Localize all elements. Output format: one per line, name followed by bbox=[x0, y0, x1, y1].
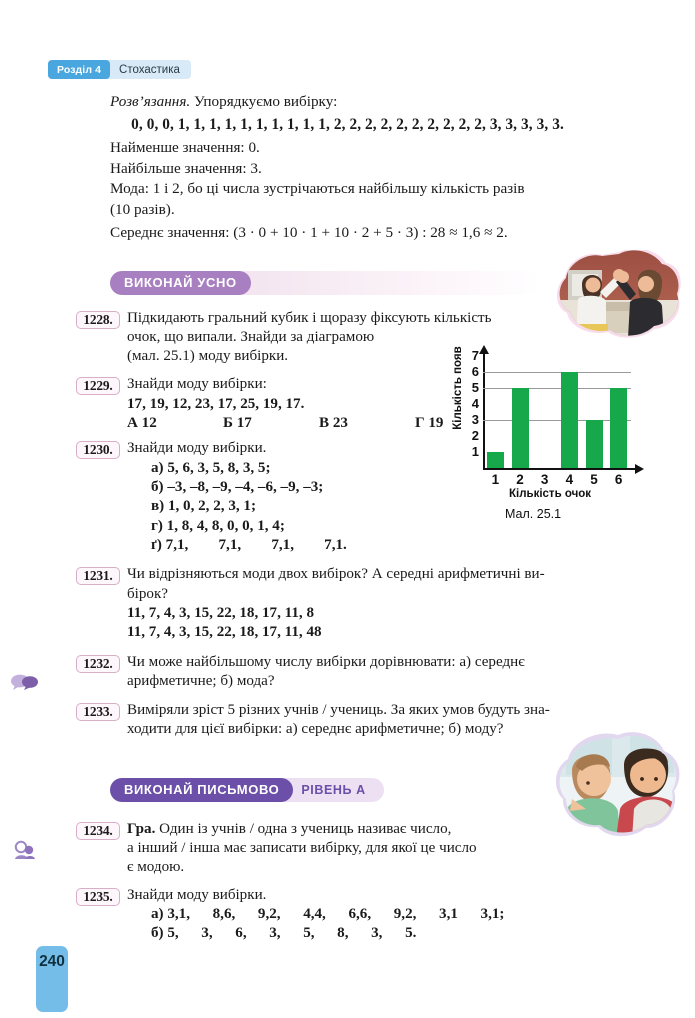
answer-option-a[interactable]: А 12 bbox=[127, 415, 157, 432]
exercise-number[interactable]: 1234. bbox=[76, 822, 120, 840]
exercise-item: ґ) 7,1, 7,1, 7,1, 7,1. bbox=[151, 536, 347, 553]
exercise-line: Чи може найбільшому числу вибірки дорівнювати: а) середнє bbox=[127, 653, 525, 670]
exercise-line: арифметичне; б) мода? bbox=[127, 672, 275, 689]
exercise-item: а) 5, 6, 3, 5, 8, 3, 5; bbox=[151, 459, 271, 476]
exercise-number[interactable]: 1229. bbox=[76, 377, 120, 395]
solution-line-mean: Середнє значення: (3 · 0 + 10 · 1 + 10 · 2 + 5 · 3) : 28 ≈ 1,6 ≈ 2. bbox=[110, 223, 508, 241]
chart-gridline bbox=[483, 388, 631, 389]
page-number: 240 bbox=[36, 946, 68, 1012]
chart-bar bbox=[610, 388, 627, 468]
exercise-item: а) 3,1, 8,6, 9,2, 4,4, 6,6, 9,2, 3,1 3,1; bbox=[151, 906, 505, 922]
exercise-item: б) –3, –8, –9, –4, –6, –9, –3; bbox=[151, 479, 324, 495]
answer-option-g[interactable]: Г 19 bbox=[415, 415, 444, 432]
chart-y-tick: 3 bbox=[471, 412, 479, 427]
exercise-lead-bold: Гра. bbox=[127, 820, 156, 837]
section-oral-label: ВИКОНАЙ УСНО bbox=[110, 271, 251, 295]
exercise-data: 17, 19, 12, 23, 17, 25, 19, 17. bbox=[127, 395, 305, 412]
ordered-sample: 0, 0, 0, 1, 1, 1, 1, 1, 1, 1, 1, 1, 1, 2, 2, 2, 2, 2, 2, 2, 2, 2, 2, 3, 3, 3, 3, 3. bbox=[131, 115, 564, 133]
exercise-1231 bbox=[0, 565, 695, 642]
exercise-line: а інший / інша має записати вибірку, для якої це число bbox=[127, 840, 477, 857]
solution-lead-word: Розв’язання. bbox=[110, 93, 191, 110]
chart-x-tick: 3 bbox=[540, 472, 549, 487]
section-oral-glow bbox=[239, 271, 539, 295]
exercise-line: є модою. bbox=[127, 859, 185, 876]
exercise-number[interactable]: 1233. bbox=[76, 703, 120, 721]
running-head bbox=[48, 60, 191, 79]
exercise-1233 bbox=[0, 701, 695, 740]
exercise-lead: Знайди моду вибірки. bbox=[127, 886, 267, 903]
chapter-chip: Розділ 4 bbox=[48, 60, 110, 79]
chart-x-axis-label: Кількість очок bbox=[509, 488, 592, 500]
chart-x-axis bbox=[483, 468, 635, 470]
exercise-1234 bbox=[0, 820, 695, 878]
exercise-text bbox=[127, 565, 695, 642]
figure-25-1 bbox=[437, 346, 659, 521]
chart-bar bbox=[487, 452, 504, 468]
chart-plot-area bbox=[483, 356, 631, 468]
exercise-line: бірок? bbox=[127, 585, 168, 602]
exercise-item: 11, 7, 4, 3, 15, 22, 18, 17, 11, 48 bbox=[127, 624, 322, 641]
answer-option-v[interactable]: В 23 bbox=[319, 415, 348, 432]
chart-y-ticks bbox=[459, 348, 479, 470]
chart-bar bbox=[561, 372, 578, 468]
exercise-lead: Знайди моду вибірки. bbox=[127, 440, 267, 457]
solution-lead bbox=[110, 92, 695, 112]
section-written-level: РІВЕНЬ А bbox=[279, 778, 384, 802]
solution-lead-rest: Упорядкуємо вибірку: bbox=[190, 93, 338, 110]
section-oral bbox=[110, 271, 695, 295]
chart-bar bbox=[512, 388, 529, 468]
chart-gridline bbox=[483, 420, 631, 421]
exercise-text bbox=[127, 886, 695, 944]
chart-x-tick: 5 bbox=[590, 472, 598, 487]
section-written-label: ВИКОНАЙ ПИСЬМОВО bbox=[110, 778, 293, 802]
exercise-number[interactable]: 1228. bbox=[76, 311, 120, 329]
solution-line-mode-cont: (10 разів). bbox=[110, 201, 175, 218]
exercise-line-first bbox=[127, 820, 595, 839]
exercise-line: Один із учнів / одна з учениць називає число, bbox=[155, 820, 452, 837]
chart-x-tick: 1 bbox=[491, 472, 500, 487]
exercise-item: г) 1, 8, 4, 8, 0, 0, 1, 4; bbox=[151, 517, 285, 534]
chart-y-tick: 7 bbox=[471, 348, 479, 363]
exercise-text bbox=[127, 653, 695, 692]
chart-y-tick: 5 bbox=[471, 380, 479, 395]
figure-caption: Мал. 25.1 bbox=[505, 507, 562, 521]
chart-y-tick: 2 bbox=[471, 428, 479, 443]
chart-x-tick: 2 bbox=[516, 472, 524, 487]
chart-bar bbox=[586, 420, 603, 468]
solution-line-min: Найменше значення: 0. bbox=[110, 138, 260, 156]
exercise-1235 bbox=[0, 886, 695, 944]
solution-line-max: Найбільше значення: 3. bbox=[110, 159, 262, 177]
exercise-1232 bbox=[0, 653, 695, 692]
exercise-line: ходити для цієї вибірки: а) середнє арифметичне; б) моду? bbox=[127, 721, 504, 738]
exercise-number[interactable]: 1230. bbox=[76, 441, 120, 459]
chart-y-tick: 6 bbox=[471, 364, 479, 379]
exercise-lead: Знайди моду вибірки: bbox=[127, 376, 267, 393]
solution-lines bbox=[110, 138, 695, 243]
exercise-number[interactable]: 1235. bbox=[76, 888, 120, 906]
exercise-line: Чи відрізняються моди двох вибірок? А середні арифметичні ви- bbox=[127, 566, 545, 583]
exercise-line: очок, що випали. Знайди за діаграмою bbox=[127, 328, 375, 345]
exercise-text bbox=[127, 820, 695, 878]
speech-bubbles-icon bbox=[10, 673, 40, 696]
exercise-line: Підкидають гральний кубик і щоразу фіксують кількість bbox=[127, 309, 492, 326]
exercise-item: 11, 7, 4, 3, 15, 22, 18, 17, 11, 8 bbox=[127, 604, 315, 621]
exercise-line: Виміряли зріст 5 різних учнів / учениць. За яких умов будуть зна- bbox=[127, 702, 550, 719]
exercise-item: б) 5, 3, 6, 3, 5, 8, 3, 5. bbox=[151, 925, 417, 942]
chart-x-tick: 6 bbox=[614, 472, 623, 487]
exercise-number[interactable]: 1231. bbox=[76, 567, 120, 585]
chart-y-tick: 1 bbox=[471, 444, 479, 459]
section-written bbox=[110, 778, 695, 802]
chapter-title: Стохастика bbox=[119, 63, 180, 76]
chart-gridline bbox=[483, 372, 631, 373]
pair-work-icon bbox=[10, 840, 40, 865]
chart-y-tick: 4 bbox=[471, 396, 479, 411]
chart-y-axis-label: Кількість появ bbox=[452, 346, 464, 430]
solution-line-mode: Мода: 1 і 2, бо ці числа зустрічаються найбільшу кількість разів bbox=[110, 180, 525, 198]
exercise-text bbox=[127, 701, 695, 740]
exercise-line: (мал. 25.1) моду вибірки. bbox=[127, 348, 289, 365]
chart-x-tick: 4 bbox=[565, 472, 574, 487]
exercise-item: в) 1, 0, 2, 2, 3, 1; bbox=[151, 498, 256, 515]
exercise-number[interactable]: 1232. bbox=[76, 655, 120, 673]
answer-option-b[interactable]: Б 17 bbox=[223, 415, 252, 432]
